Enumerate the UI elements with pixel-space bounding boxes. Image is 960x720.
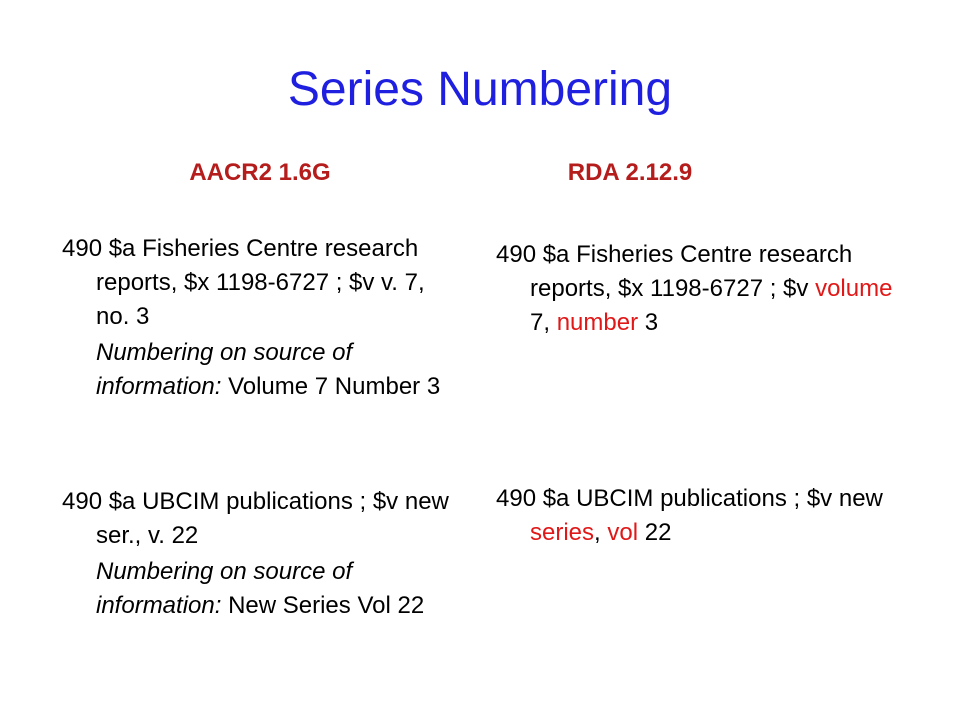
field-suffix: 22 — [638, 519, 672, 546]
highlighted-term: number — [556, 309, 639, 336]
rda-field-490-ubcim — [496, 482, 916, 550]
rda-example-2 — [496, 482, 916, 550]
field-mid: 7, — [530, 309, 557, 336]
aacr2-field-490-fisheries: 490 $a Fisheries Centre research reports, $x 1198-6727 ; $v v. 7, no. 3 — [62, 235, 425, 330]
note-label: Numbering on source of information: — [96, 558, 353, 619]
highlighted-term: vol — [607, 519, 639, 546]
aacr2-note-2 — [62, 555, 462, 623]
field-mid: , — [594, 519, 608, 546]
rda-example-1 — [496, 238, 916, 340]
aacr2-field-490-ubcim: 490 $a UBCIM publications ; $v new ser., v. 22 — [62, 488, 449, 549]
rda-heading: RDA 2.12.9 — [567, 159, 693, 186]
highlighted-term: volume — [815, 275, 893, 302]
field-suffix: 3 — [638, 309, 659, 336]
aacr2-example-2 — [62, 485, 462, 623]
field-prefix: 490 $a UBCIM publications ; $v new — [496, 485, 883, 512]
slide-title: Series Numbering — [287, 63, 673, 116]
aacr2-example-1 — [62, 232, 462, 404]
field-prefix: 490 $a Fisheries Centre research reports, $x 1198-6727 ; $v — [496, 241, 853, 302]
aacr2-note-1 — [62, 336, 462, 404]
note-label: Numbering on source of information: — [96, 339, 353, 400]
highlighted-term: series — [530, 519, 595, 546]
aacr2-heading: AACR2 1.6G — [189, 159, 331, 186]
note-value: Volume 7 Number 3 — [228, 373, 441, 400]
note-value: New Series Vol 22 — [228, 592, 425, 619]
rda-field-490-fisheries — [496, 238, 916, 340]
